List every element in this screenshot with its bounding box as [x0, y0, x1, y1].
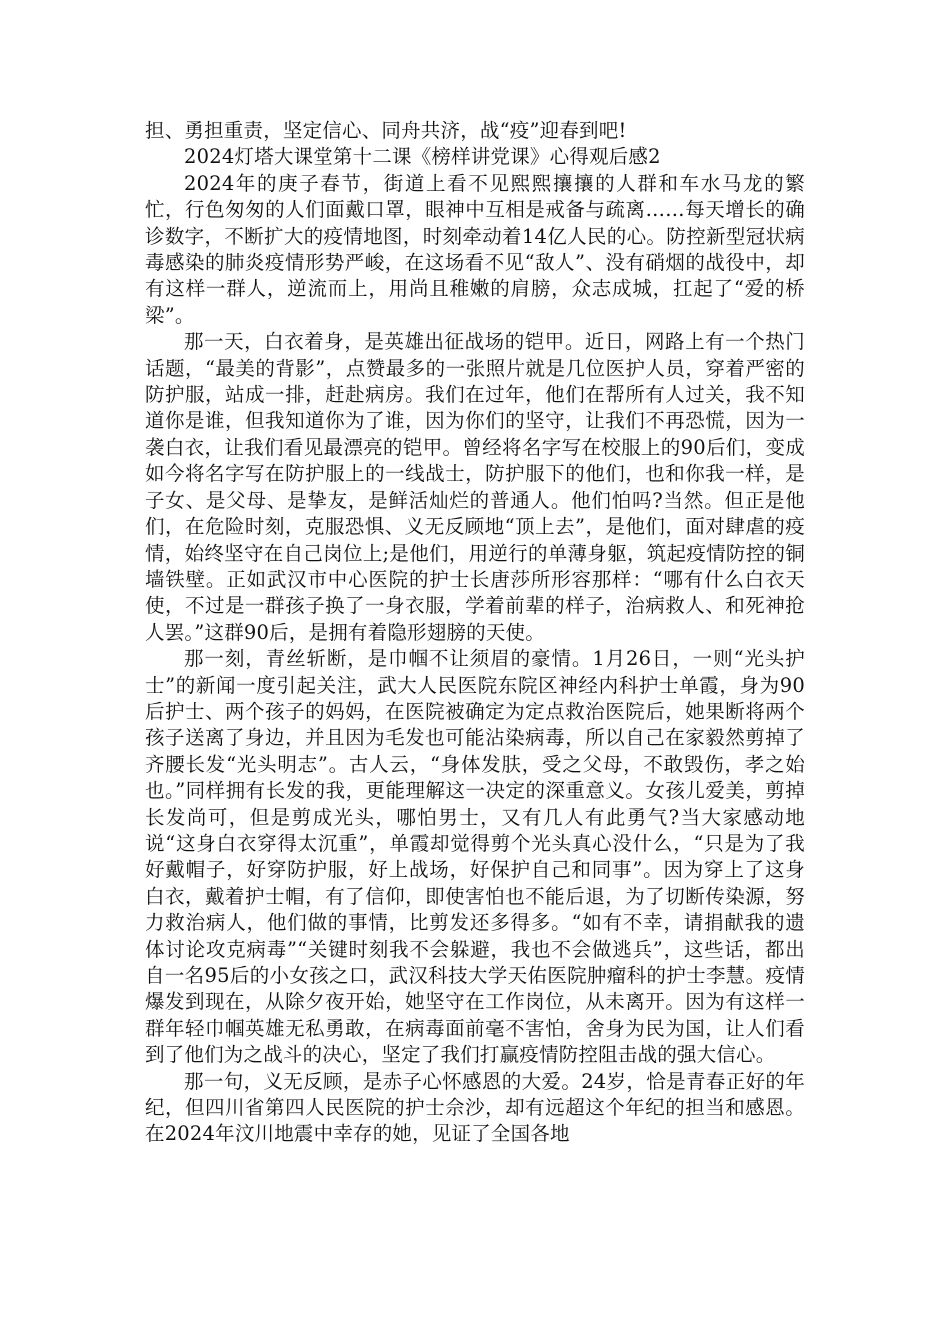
essay-title: 2024灯塔大课堂第十二课《榜样讲党课》心得观后感2 — [184, 145, 661, 169]
paragraph-white-coat: 那一天，白衣着身，是英雄出征战场的铠甲。近日，网路上有一个热门话题，“最美的背影”，点赞最多的一张照片就是几位医护人员，穿着严密的防护服，站成一排，赶赴病房。我们在过年，他们在帮所有人过关，我不知道你是谁，但我知道你为了谁，因为你们的坚守，让我们不再恐慌，因为一袭白衣，让我们看见最漂亮的铠甲。曾经将名字写在校服上的90后们，变成如今将名字写在防护服上的一线战士，防护服下的他们，也和你我一样，是子女、是父母、是挚友，是鲜活灿烂的普通人。他们怕吗?当然。但正是他们，在危险时刻，克服恐惧、义无反顾地“顶上去”，是他们，面对肆虐的疫情，始终坚守在自己岗位上;是他们，用逆行的单薄身躯，筑起疫情防控的铜墙铁壁。正如武汉市中心医院的护士长唐莎所形容那样：“哪有什么白衣天使，不过是一群孩子换了一身衣服，学着前辈的样子，治病救人、和死神抢人罢。”这群90后，是拥有着隐形翅膀的天使。 — [145, 330, 805, 644]
lead-fragment: 担、勇担重责，坚定信心、同舟共济，战“疫”迎春到吧! — [145, 119, 627, 142]
paragraph-intro: 2024年的庚子春节，街道上看不见熙熙攘攘的人群和车水马龙的繁忙，行色匆匆的人们面戴口罩，眼神中互相是戒备与疏离……每天增长的确诊数字，不断扩大的疫情地图，时刻牵动着14亿人民的心。防控新型冠状病毒感染的肺炎疫情形势严峻，在这场看不见“敌人”、没有硝烟的战役中，却有这样一群人，逆流而上，用尚且稚嫩的肩膀，众志成城，扛起了“爱的桥梁”。 — [145, 171, 805, 327]
paragraph-shaved-hair: 那一刻，青丝斩断，是巾帼不让须眉的豪情。1月26日，一则“光头护士”的新闻一度引起关注，武大人民医院东院区神经内科护士单霞，身为90后护士、两个孩子的妈妈，在医院被确定为定点救治医院后，她果断将两个孩子送离了身边，并且因为毛发也可能沾染病毒，所以自己在家毅然剪掉了齐腰长发“光头明志”。古人云，“身体发肤，受之父母，不敢毁伤，孝之始也。”同样拥有长发的我，更能理解这一决定的深重意义。女孩儿爱美，剪掉长发尚可，但是剪成光头，哪怕男士，又有几人有此勇气?当大家感动地说“这身白衣穿得太沉重”，单霞却觉得剪个光头真心没什么，“只是为了我好戴帽子，好穿防护服，好上战场，好保护自己和同事”。因为穿上了这身白衣，戴着护士帽，有了信仰，即使害怕也不能后退，为了切断传染源，努力救治病人，他们做的事情，比剪发还多得多。“如有不幸，请捐献我的遗体讨论攻克病毒”“关键时刻我不会躲避，我也不会做逃兵”，这些话，都出自一名95后的小女孩之口，武汉科技大学天佑医院肿瘤科的护士李慧。疫情爆发到现在，从除夕夜开始，她坚守在工作岗位，从未离开。因为有这样一群年轻巾帼英雄无私勇敢，在病毒面前毫不害怕，舍身为民为国，让人们看到了他们为之战斗的决心，坚定了我们打赢疫情防控阻击战的强大信心。 — [145, 647, 805, 1067]
paragraph-gratitude: 那一句，义无反顾，是赤子心怀感恩的大爱。24岁，恰是青春正好的年纪，但四川省第四人民医院的护士佘沙，却有远超这个年纪的担当和感恩。在2024年汶川地震中幸存的她，见证了全国各地 — [145, 1069, 805, 1146]
document-body — [145, 118, 805, 1148]
